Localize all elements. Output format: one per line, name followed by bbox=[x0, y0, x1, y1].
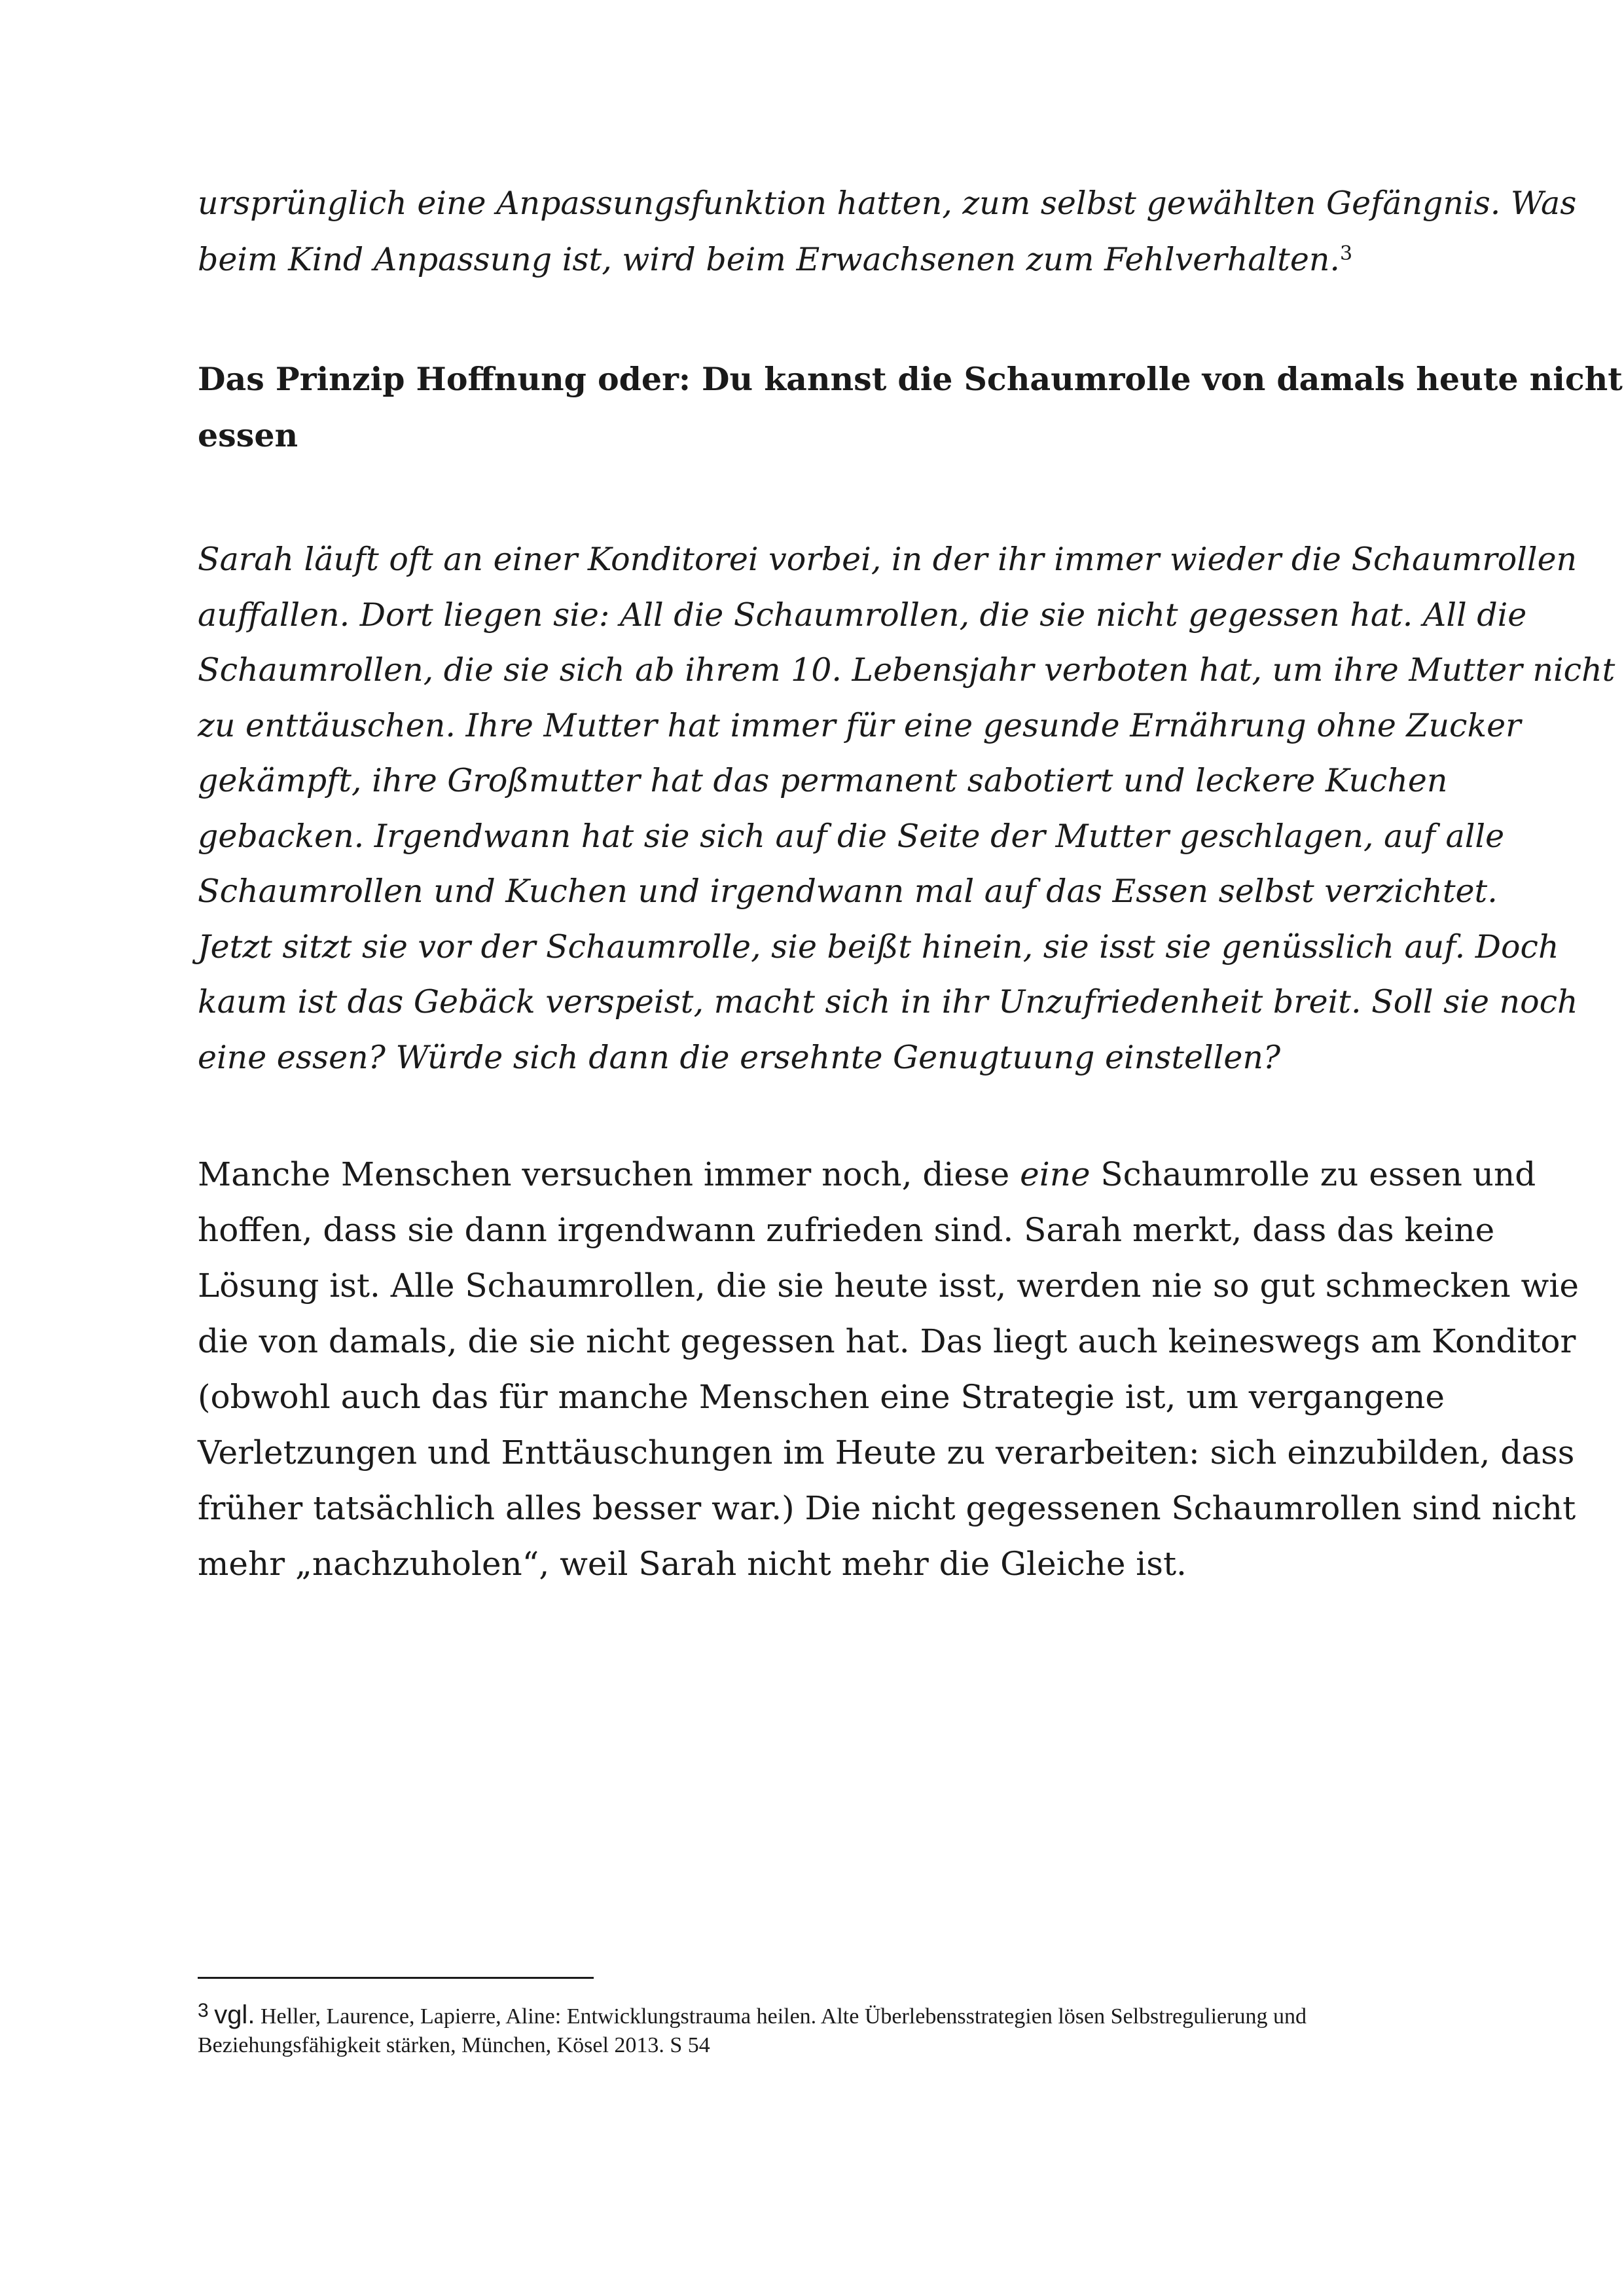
text-line: Schaumrollen und Kuchen und irgendwann mal auf das Essen selbst verzichtet. bbox=[198, 873, 1498, 910]
text-line: hoffen, dass sie dann irgendwann zufrieden sind. Sarah merkt, dass das keine bbox=[198, 1211, 1495, 1249]
main-paragraph bbox=[198, 1147, 1579, 1592]
text-line: (obwohl auch das für manche Menschen eine Strategie ist, um vergangene bbox=[198, 1378, 1445, 1416]
text-line: Jetzt sitzt sie vor der Schaumrolle, sie beißt hinein, sie isst sie genüsslich auf. Doch bbox=[198, 928, 1559, 966]
section-heading bbox=[198, 351, 1623, 463]
footnote-line bbox=[198, 1997, 1441, 2031]
emphasis-text: eine bbox=[1020, 1155, 1091, 1193]
text-line: Schaumrollen, die sie sich ab ihrem 10. Lebensjahr verboten hat, um ihre Mutter nicht bbox=[198, 651, 1615, 689]
footnote-number: 3 bbox=[198, 2000, 209, 2021]
text-segment: Manche Menschen versuchen immer noch, diese bbox=[198, 1155, 1020, 1193]
footnote-prefix: vgl. bbox=[214, 2000, 255, 2029]
text-line: zu enttäuschen. Ihre Mutter hat immer für eine gesunde Ernährung ohne Zucker bbox=[198, 706, 1521, 744]
footnote-text: Heller, Laurence, Lapierre, Aline: Entwicklungstrauma heilen. Alte Überlebensstrategien lösen Selbstregulierung und bbox=[255, 2004, 1307, 2029]
text-line: ursprünglich eine Anpassungsfunktion hatten, zum selbst gewählten Gefängnis. Was bbox=[198, 185, 1577, 222]
text-line: Lösung ist. Alle Schaumrollen, die sie heute isst, werden nie so gut schmecken wie bbox=[198, 1267, 1579, 1305]
footnote bbox=[198, 1997, 1441, 2060]
text-line: Verletzungen und Enttäuschungen im Heute zu verarbeiten: sich einzubilden, dass bbox=[198, 1434, 1575, 1472]
text-line: gebacken. Irgendwann hat sie sich auf die Seite der Mutter geschlagen, auf alle bbox=[198, 817, 1505, 855]
text-line: Sarah läuft oft an einer Konditorei vorbei, in der ihr immer wieder die Schaumrollen bbox=[198, 541, 1578, 578]
footnote-reference: 3 bbox=[1339, 242, 1353, 265]
text-line: früher tatsächlich alles besser war.) Die nicht gegessenen Schaumrollen sind nicht bbox=[198, 1489, 1576, 1527]
text-line: die von damals, die sie nicht gegessen hat. Das liegt auch keineswegs am Konditor bbox=[198, 1322, 1576, 1360]
text-line: auffallen. Dort liegen sie: All die Schaumrollen, die sie nicht gegessen hat. All die bbox=[198, 596, 1527, 634]
text-line: gekämpft, ihre Großmutter hat das permanent sabotiert und leckere Kuchen bbox=[198, 762, 1448, 799]
footnote-separator bbox=[198, 1977, 594, 1979]
heading-line: Das Prinzip Hoffnung oder: Du kannst die Schaumrolle von damals heute nicht bbox=[198, 360, 1623, 398]
text-line: eine essen? Würde sich dann die ersehnte Genugtuung einstellen? bbox=[198, 1038, 1281, 1076]
text-line: kaum ist das Gebäck verspeist, macht sich in ihr Unzufriedenheit breit. Soll sie noch bbox=[198, 983, 1578, 1021]
paragraph-top bbox=[198, 175, 1577, 288]
text-line bbox=[198, 1147, 1536, 1202]
footnote-line: Beziehungsfähigkeit stärken, München, Kösel 2013. S 54 bbox=[198, 2033, 710, 2057]
text-line: mehr „nachzuholen“, weil Sarah nicht mehr die Gleiche ist. bbox=[198, 1545, 1187, 1583]
text-segment: beim Kind Anpassung ist, wird beim Erwachsenen zum Fehlverhalten. bbox=[198, 241, 1340, 278]
story-paragraph bbox=[198, 532, 1615, 1085]
text-line bbox=[198, 232, 1441, 288]
text-segment: Schaumrolle zu essen und bbox=[1090, 1155, 1536, 1193]
heading-line: essen bbox=[198, 416, 298, 454]
